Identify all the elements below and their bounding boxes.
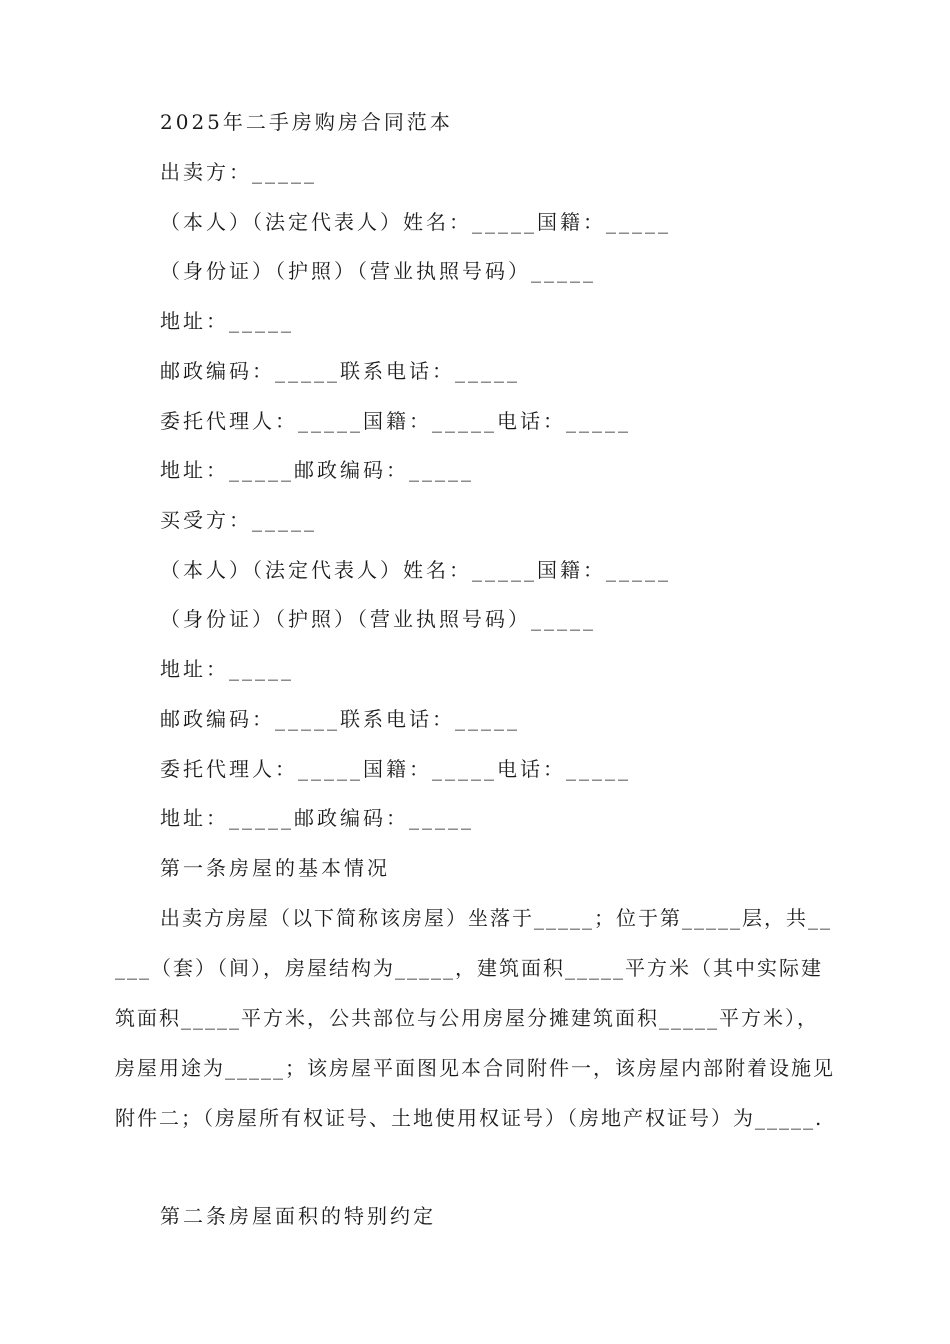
article1-body: 出卖方房屋（以下简称该房屋）坐落于_____；位于第_____层，共_____（套）（间），房屋结构为_____，建筑面积_____平方米（其中实际建筑面积_____平方米，公共部位与公用房屋分摊建筑面积_____平方米），房屋用途为_____；该房屋平面图见本合同附件一，该房屋内部附着设施见附件二；（房屋所有权证号、土地使用权证号）（房地产权证号）为_____. xyxy=(115,906,835,1130)
buyer-agent-line: 委托代理人：_____国籍：_____电话：_____ xyxy=(160,757,631,781)
seller-agent-line: 委托代理人：_____国籍：_____电话：_____ xyxy=(160,409,631,433)
buyer-agent-address-line: 地址：_____邮政编码：_____ xyxy=(160,806,474,830)
buyer-address-line: 地址：_____ xyxy=(160,657,294,681)
seller-address-line: 地址：_____ xyxy=(160,309,294,333)
seller-postcode-phone-line: 邮政编码：_____联系电话：_____ xyxy=(160,359,520,383)
seller-name-line: （本人）（法定代表人）姓名：_____国籍：_____ xyxy=(160,210,671,234)
buyer-name-line: （本人）（法定代表人）姓名：_____国籍：_____ xyxy=(160,558,671,582)
article1-heading: 第一条房屋的基本情况 xyxy=(160,856,390,880)
buyer-id-line: （身份证）（护照）（营业执照号码）_____ xyxy=(160,607,596,631)
seller-heading: 出卖方：_____ xyxy=(160,160,317,184)
seller-id-line: （身份证）（护照）（营业执照号码）_____ xyxy=(160,259,596,283)
buyer-postcode-phone-line: 邮政编码：_____联系电话：_____ xyxy=(160,707,520,731)
buyer-heading: 买受方：_____ xyxy=(160,508,317,532)
article2-heading: 第二条房屋面积的特别约定 xyxy=(160,1204,436,1228)
seller-agent-address-line: 地址：_____邮政编码：_____ xyxy=(160,458,474,482)
document-title: 2025年二手房购房合同范本 xyxy=(160,110,453,134)
